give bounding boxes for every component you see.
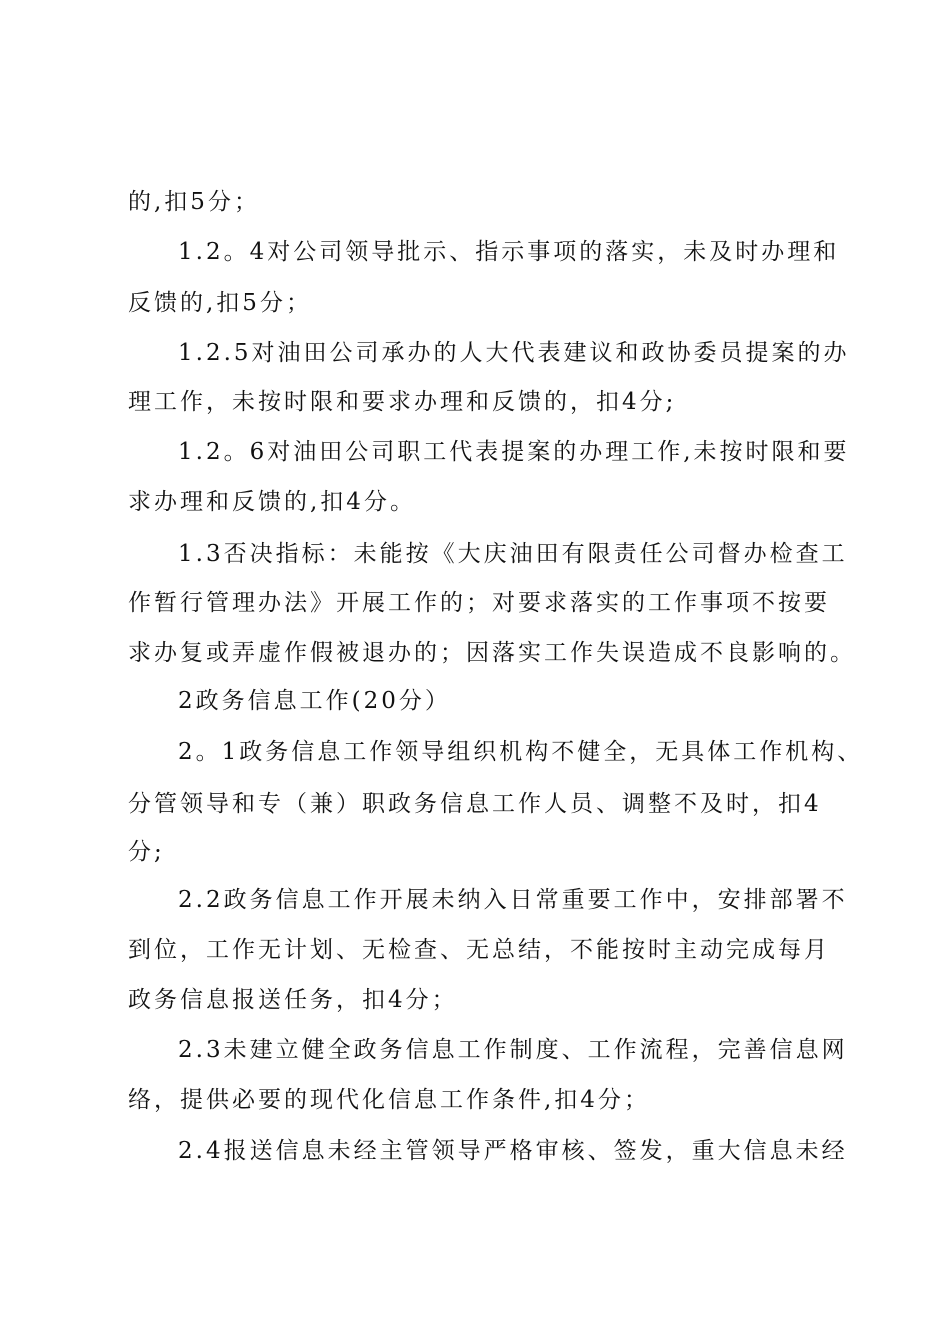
text-line: 2.2政务信息工作开展未纳入日常重要工作中，安排部署不 — [178, 887, 848, 913]
section-heading: 2政务信息工作(20分） — [178, 688, 451, 714]
text-line: 政务信息报送任务，扣4分； — [128, 987, 458, 1013]
text-line: 求办理和反馈的,扣4分。 — [128, 489, 416, 515]
text-line: 2.4报送信息未经主管领导严格审核、签发，重大信息未经 — [178, 1138, 848, 1164]
text-line: 反馈的,扣5分； — [128, 290, 312, 316]
text-line: 理工作，未按时限和要求办理和反馈的，扣4分; — [128, 389, 677, 415]
text-line: 到位，工作无计划、无检查、无总结，不能按时主动完成每月 — [128, 937, 830, 963]
text-line: 络，提供必要的现代化信息工作条件,扣4分； — [128, 1087, 650, 1113]
text-line: 分管领导和专（兼）职政务信息工作人员、调整不及时，扣4 — [128, 791, 822, 817]
text-line: 1.2。6对油田公司职工代表提案的办理工作,未按时限和要 — [178, 439, 850, 465]
text-line: 1.2。4对公司领导批示、指示事项的落实，未及时办理和 — [178, 239, 840, 265]
text-line: 2。1政务信息工作领导组织机构不健全，无具体工作机构、 — [178, 739, 864, 765]
text-line: 2.3未建立健全政务信息工作制度、工作流程，完善信息网 — [178, 1037, 848, 1063]
text-line: 作暂行管理办法》开展工作的；对要求落实的工作事项不按要 — [128, 590, 830, 616]
text-line: 求办复或弄虚作假被退办的；因落实工作失误造成不良影响的。 — [128, 640, 856, 666]
text-line: 1.3否决指标：未能按《大庆油田有限责任公司督办检查工 — [178, 541, 848, 567]
text-line: 1.2.5对油田公司承办的人大代表建议和政协委员提案的办 — [178, 340, 850, 366]
text-line: 的,扣5分； — [128, 189, 260, 215]
text-line: 分; — [128, 839, 165, 865]
